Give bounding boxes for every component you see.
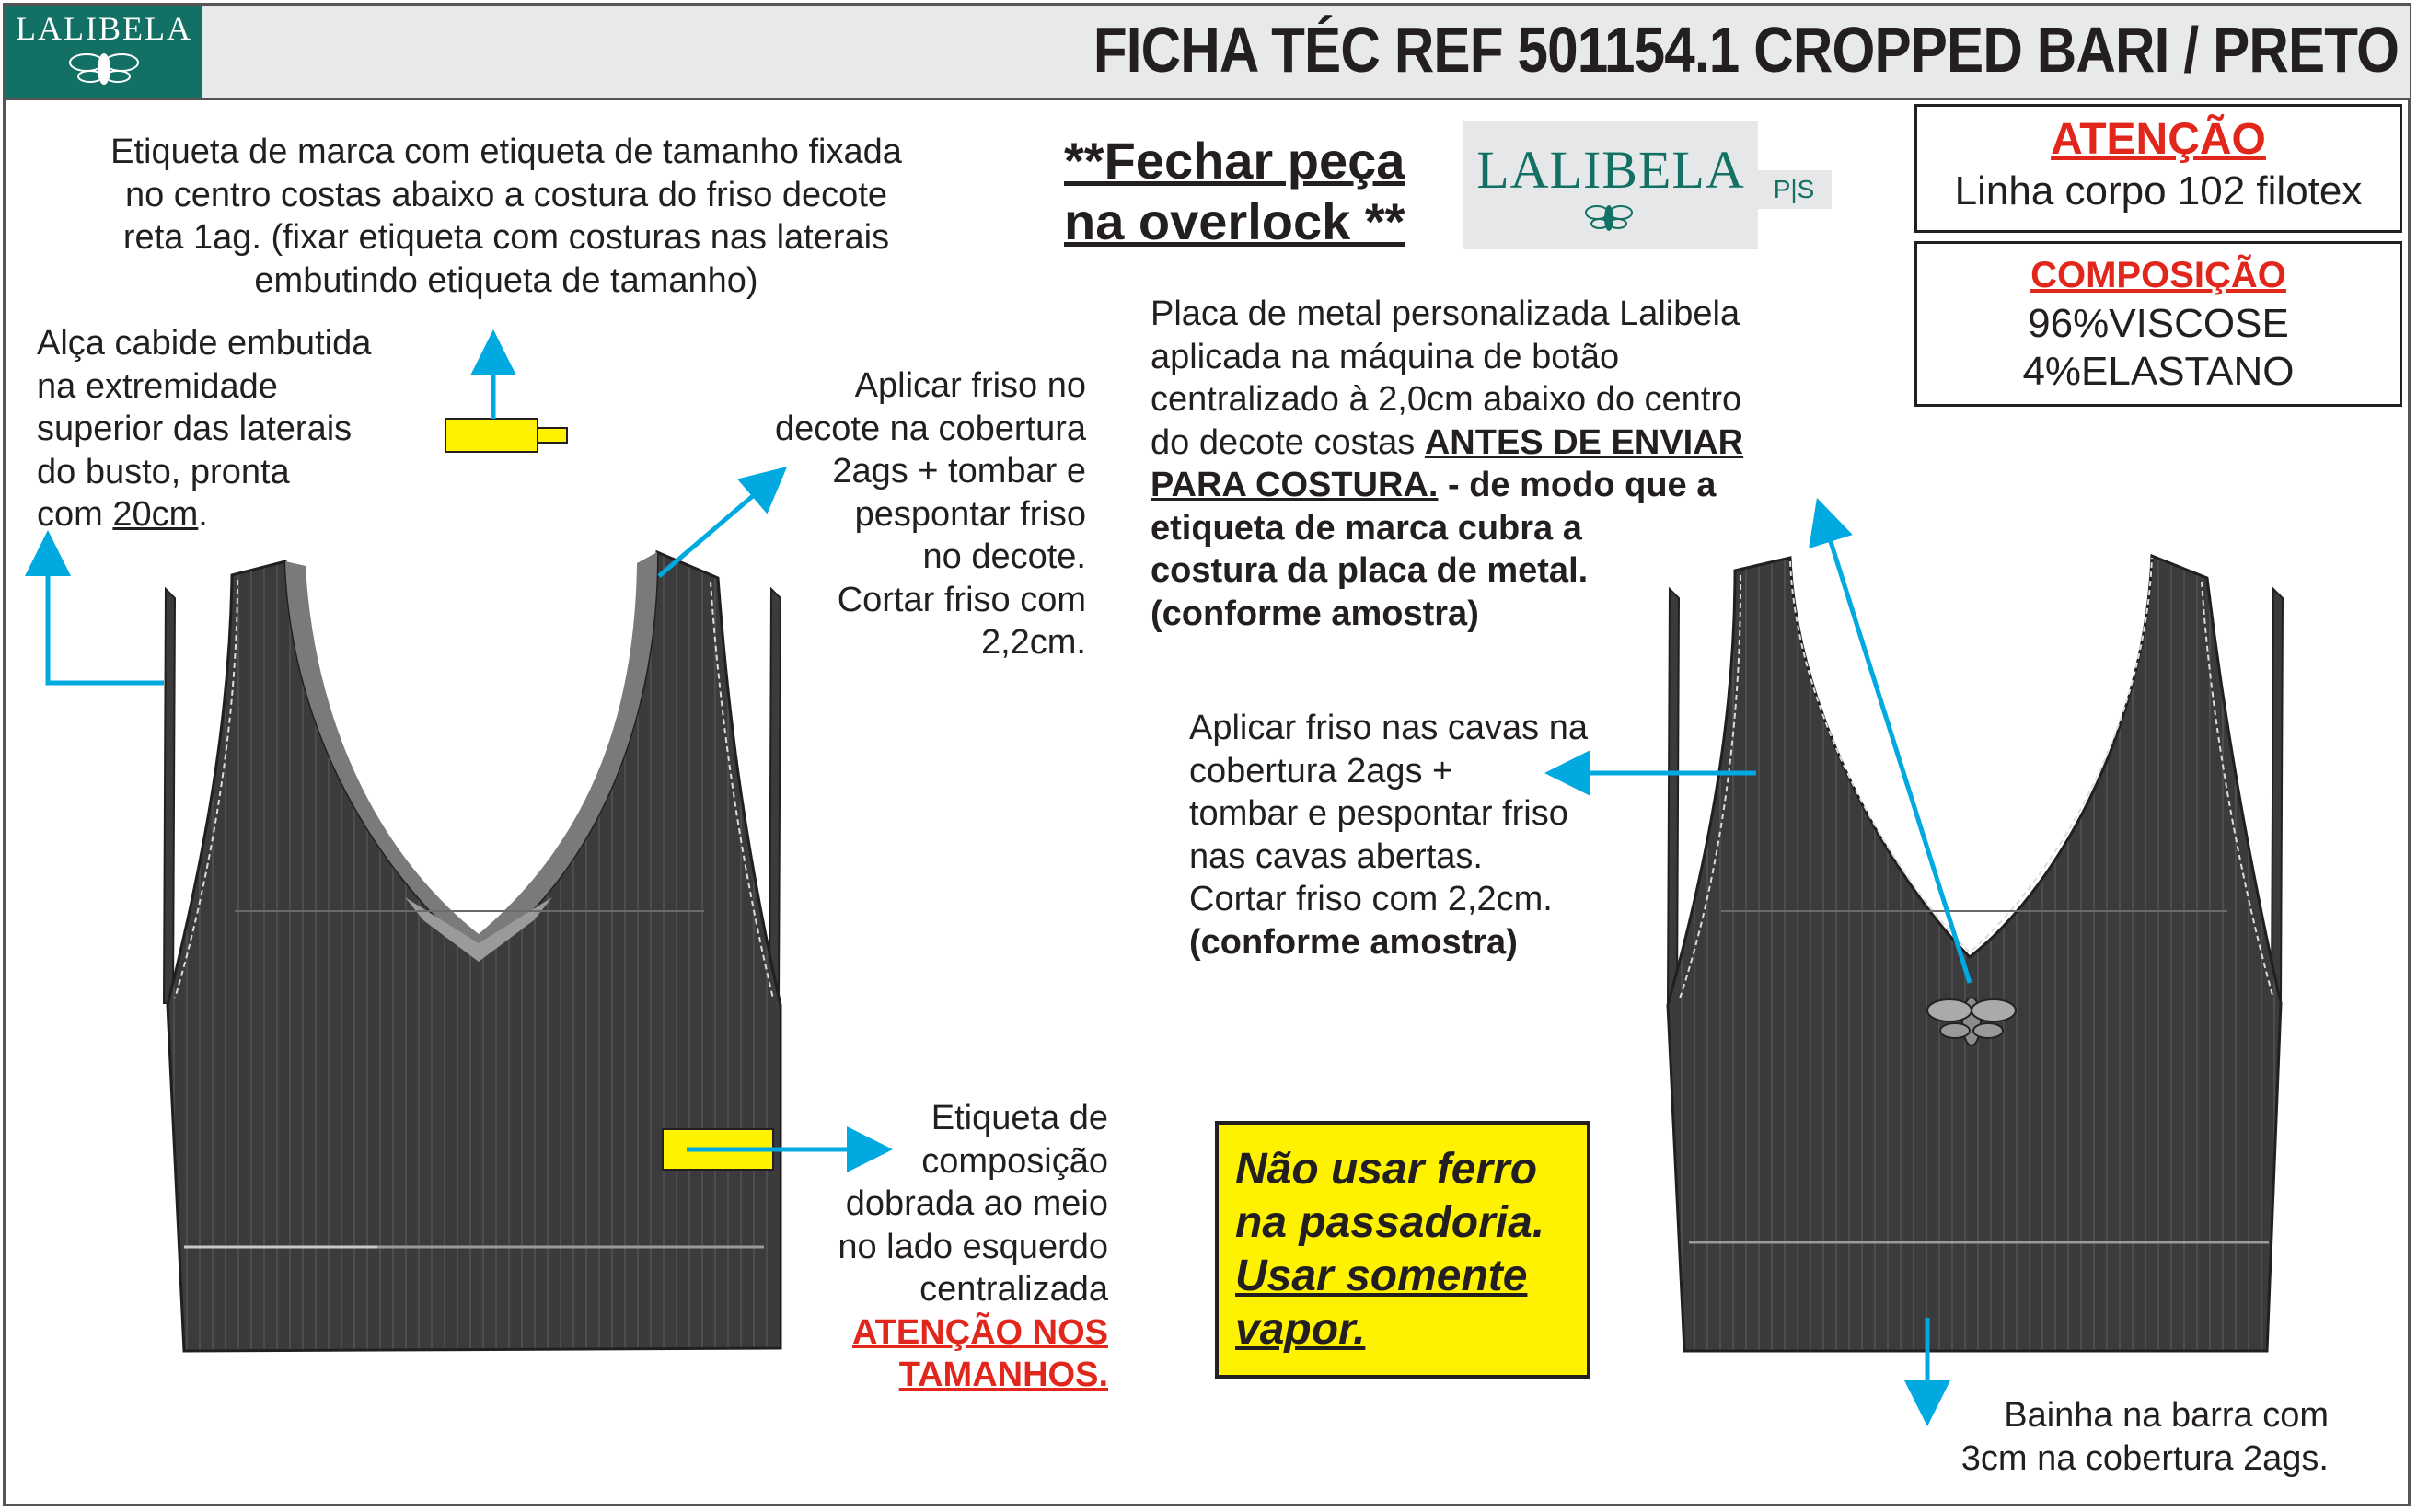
composition-box <box>1914 241 2402 407</box>
iron-warning-box <box>1215 1121 1590 1379</box>
note-text: . <box>198 495 208 534</box>
note-line: composição <box>921 1141 1108 1181</box>
note-line: 3cm na cobertura 2ags. <box>1960 1438 2329 1478</box>
front-garment <box>164 552 781 1351</box>
note-text: - de modo que a <box>1438 466 1717 504</box>
hem-note <box>1878 1394 2329 1480</box>
brand-label-note <box>55 131 957 302</box>
note-measure: 20cm <box>112 495 199 534</box>
note-line: 2ags + tombar e <box>832 452 1086 491</box>
attention-box <box>1914 104 2402 233</box>
armhole-binding-note <box>1189 707 1705 964</box>
composition-label-note <box>718 1097 1108 1397</box>
note-line: (conforme amostra) <box>1189 922 1518 962</box>
note-line: centralizada <box>919 1270 1108 1309</box>
metal-plate-note <box>1151 293 1850 635</box>
attention-title: ATENÇÃO <box>2051 115 2266 164</box>
note-alert: ATENÇÃO NOS <box>852 1312 1108 1352</box>
overlock-note <box>1064 131 1405 252</box>
back-garment <box>1668 556 2283 1351</box>
attention-text: Linha corpo 102 filotex <box>1954 168 2363 214</box>
note-line: nas cavas abertas. <box>1189 837 1483 876</box>
note-text: com <box>37 495 113 534</box>
hanger-loop-note <box>37 322 460 537</box>
bee-icon <box>1581 200 1636 237</box>
note-line: Cortar friso com 2,2cm. <box>1189 880 1553 918</box>
note-line <box>37 493 460 537</box>
note-line: Etiqueta de marca com etiqueta de tamanho fixada <box>110 133 902 171</box>
note-line: reta 1ag. (fixar etiqueta com costuras nas laterais <box>122 218 890 257</box>
note-line: Alça cabide embutida <box>37 324 372 363</box>
note-line: Etiqueta de <box>931 1099 1108 1137</box>
page-title: FICHA TÉC REF 501154.1 CROPPED BARI / PRETO <box>1093 14 2399 86</box>
note-line: no lado esquerdo <box>838 1227 1108 1266</box>
brand-name: LALIBELA <box>16 10 192 47</box>
warning-line: Usar somente <box>1235 1252 1528 1300</box>
note-line: superior das laterais <box>37 410 353 448</box>
arrow-hanger <box>48 548 164 683</box>
note-alert: TAMANHOS. <box>898 1356 1108 1394</box>
note-line <box>1151 421 1850 465</box>
note-emphasis: ANTES DE ENVIAR <box>1424 422 1744 462</box>
note-line: **Fechar peça <box>1064 132 1405 190</box>
note-line <box>1151 464 1850 507</box>
note-line: 2,2cm. <box>980 623 1086 662</box>
note-line: do busto, pronta <box>37 452 290 491</box>
size-tag: P|S <box>1756 170 1832 209</box>
note-line: cobertura 2ags + <box>1189 751 1453 791</box>
warning-line: vapor. <box>1235 1305 1366 1354</box>
note-line: Bainha na barra com <box>2004 1396 2329 1435</box>
label-brand: LALIBELA <box>1476 140 1745 200</box>
note-line: (conforme amostra) <box>1151 594 1479 633</box>
note-line: tombar e pespontar friso <box>1189 794 1568 833</box>
note-line: na extremidade <box>37 366 278 406</box>
note-line: centralizado à 2,0cm abaixo do centro <box>1151 380 1742 419</box>
label-logo <box>1463 121 1758 249</box>
note-line: embutindo etiqueta de tamanho) <box>254 260 758 300</box>
note-line: no decote. <box>922 537 1086 576</box>
note-line: Cortar friso com <box>837 580 1086 619</box>
note-text: do decote costas <box>1151 422 1425 462</box>
composition-line: 96%VISCOSE <box>2028 301 2289 346</box>
note-line: etiqueta de marca cubra a <box>1151 508 1582 548</box>
note-line: costura da placa de metal. <box>1151 551 1589 590</box>
neck-binding-note <box>700 364 1086 664</box>
note-line: Aplicar friso nas cavas na <box>1189 709 1588 747</box>
note-line: pespontar friso <box>854 494 1086 534</box>
warning-line: Não usar ferro <box>1235 1145 1538 1194</box>
note-emphasis: PARA COSTURA. <box>1151 466 1439 504</box>
composition-title: COMPOSIÇÃO <box>2030 255 2286 295</box>
note-line: Placa de metal personalizada Lalibela <box>1151 294 1740 333</box>
composition-line: 4%ELASTANO <box>2022 349 2295 394</box>
note-line: dobrada ao meio <box>845 1184 1108 1223</box>
note-line: no centro costas abaixo a costura do friso decote <box>124 175 888 214</box>
warning-line: na passadoria. <box>1235 1198 1545 1247</box>
note-line: Aplicar friso no <box>854 366 1086 405</box>
note-line: na overlock ** <box>1064 192 1405 250</box>
note-line: decote na cobertura <box>774 409 1086 448</box>
note-line: aplicada na máquina de botão <box>1151 337 1620 376</box>
